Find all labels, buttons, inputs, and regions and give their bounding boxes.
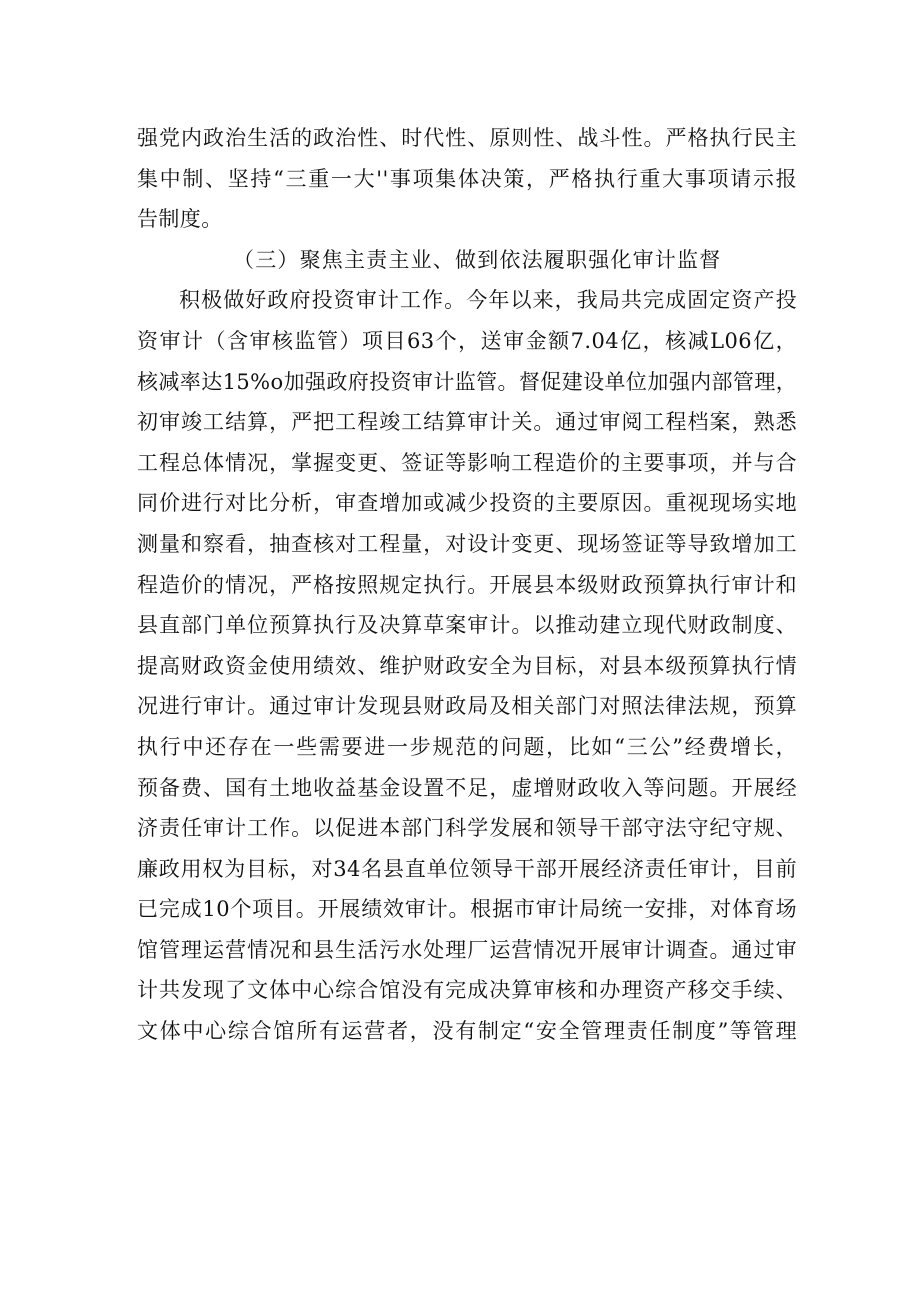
text-line: 馆管理运营情况和县生活污水处理厂运营情况开展审计调查。通过审 [137,937,797,962]
text-line: 集中制、坚持“三重一大''事项集体决策，严格执行重大事项请示报 [137,166,797,191]
text-line: 预备费、国有土地收益基金设置不足，虚增财政收入等问题。开展经 [137,775,797,800]
text-line: 济责任审计工作。以促进本部门科学发展和领导干部守法守纪守规、 [137,816,797,841]
text-line: 执行中还存在一些需要进一步规范的问题，比如“三公”经费增长， [137,734,797,759]
text-line: 核减率达15%o加强政府投资审计监管。督促建设单位加强内部管理， [137,369,798,394]
section-heading: （三）聚焦主责主业、做到依法履职强化审计监督 [233,247,722,272]
text-line: 告制度。 [137,207,223,232]
text-line: 程造价的情况，严格按照规定执行。开展县本级财政预算执行审计和 [137,572,797,597]
text-line: 资审计（含审核监管）项目63个，送审金额7.04亿，核减L06亿， [137,328,797,353]
text-line: 提高财政资金使用绩效、维护财政安全为目标，对县本级预算执行情 [137,653,797,678]
text-line: 测量和察看，抽查核对工程量，对设计变更、现场签证等导致增加工 [137,531,797,556]
text-line: 积极做好政府投资审计工作。今年以来，我局共完成固定资产投 [179,288,797,313]
body-text [137,118,797,1052]
text-line: 已完成10个项目。开展绩效审计。根据市审计局统一安排，对体育场 [137,897,797,922]
text-line: 同价进行对比分析，审查增加或减少投资的主要原因。重视现场实地 [137,491,797,516]
text-line: 工程总体情况，掌握变更、签证等影响工程造价的主要事项，并与合 [137,450,797,475]
text-line: 县直部门单位预算执行及决算草案审计。以推动建立现代财政制度、 [137,613,797,638]
text-line: 初审竣工结算，严把工程竣工结算审计关。通过审阅工程档案，熟悉 [137,410,797,435]
text-line: 况进行审计。通过审计发现县财政局及相关部门对照法律法规，预算 [137,694,797,719]
text-line: 强党内政治生活的政治性、时代性、原则性、战斗性。严格执行民主 [137,126,797,150]
text-line: 廉政用权为目标，对34名县直单位领导干部开展经济责任审计，目前 [137,856,797,881]
text-line: 计共发现了文体中心综合馆没有完成决算审核和办理资产移交手续、 [137,978,797,1003]
text-line: 文体中心综合馆所有运营者，没有制定“安全管理责任制度”等管理 [137,1019,797,1044]
